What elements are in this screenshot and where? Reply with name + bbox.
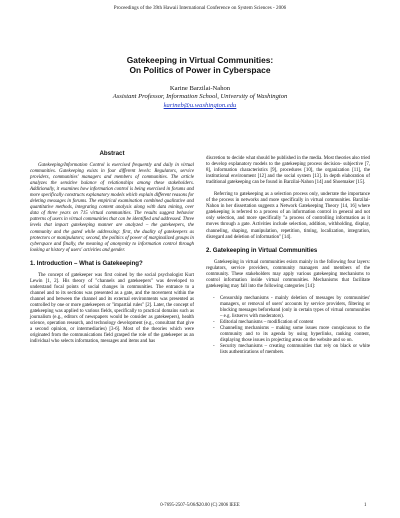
mechanism-list — [212, 296, 370, 356]
title-line-2: On Politics of Power in Cyberspace — [129, 65, 271, 75]
list-item: - Channeling mechanisms – making some issues more conspicuous to the community and to its agenda by using hyperlinks, ranking content, displaying those issues in projecting areas on the website and so on. — [220, 326, 370, 344]
paper-title — [0, 55, 400, 75]
list-item: - Security mechanisms – creating communities that rely on black or white lists authentications of members. — [220, 344, 370, 356]
author-name: Karine Barzilai-Nahon — [169, 85, 231, 92]
right-paragraph-2: Referring to gatekeeping as a selection process only, underrate the importance of the process in networks and more specifically in virtual communities. Barzilai-Nahon in her dissertation suggests a Network Gatekeeping Theory [14, 16] where gatekeeping is referred to a process of an information control in general and not only selection, and more specifically "a process of controlling information as it moves through a gate. Activities include selection, addition, withholding, display, channeling, shaping, manipulation, repetition, timing, localization, integration, disregard and deletion of information" [14]. — [206, 192, 370, 240]
list-item: - Censorship mechanisms - mainly deletion of messages by communities' managers, or removal of users' accounts by service providers, filtering or blocking messages beforehand (only in certain types of virtual communities – e.g. listservs with moderators). — [220, 296, 370, 320]
copyright-footer: 0-7695-2507-5/06/$20.00 (C) 2006 IEEE — [160, 503, 240, 508]
author-email-link[interactable]: karineb@u.washington.edu — [163, 101, 237, 109]
author-affiliation: Assistant Professor, Information School, University of Washington — [112, 93, 288, 101]
abstract-text: Gatekeeping/Information Control is exercised frequently and daily in virtual communities. Gatekeeping exists in four different levels: Regulators, service providers, communities' managers and members of communities. The article analyzes the sensitive balance of relationships among these stakeholders. Additionally, it examines how information control is being exercised in forums and more specifically constructs explanatory models which explain different reasons for deleting messages in forums. The empirical examination combined qualitative and quantitative methods, integrating content analysis along with data mining, over data of three years on 715 virtual communities. The results suggest behavior patterns of users in virtual communities that can be identified and addressed. Three levels that impact gatekeeping manner are analyzed – the gatekeepers, the community and the gated while addressing: first, the duality of gatekeepers as protectors or manipulators; second, the politics of power of marginalized groups in cyberspace and finally, the meaning of anonymity to information control through looking at history of users' activities and gender. — [30, 163, 194, 253]
abstract-heading: Abstract — [99, 150, 125, 157]
section-2-heading: 2. Gatekeeping in Virtual Communities — [206, 246, 318, 254]
list-item: - Editorial mechanisms – modification of content — [220, 320, 370, 326]
right-paragraph-1: discretion to decide what should be published in the media. Most theories also tried to develop explanatory models to the gatekeeping process decision- subjective [7, 8], information characteristics [9], procedures [10], the organization [11], the institutional environment [12] and the social system [13]. In depth elaboration of traditional gatekeeping can be found in Barzilai-Nahon [14] and Shoemaker [15]. — [206, 156, 370, 186]
right-paragraph-3: Gatekeeping in virtual communities exists mainly in the following four layers: regulators, service providers, community managers and members of the community. These stakeholders may apply various gatekeeping mechanisms to control information inside virtual communities. Mechanisms that facilitate gatekeeping may fall into the following categories [14]: — [206, 259, 370, 289]
page-number: 1 — [364, 503, 367, 508]
author-block — [0, 85, 400, 110]
title-line-1: Gatekeeping in Virtual Communities: — [126, 55, 274, 65]
right-column — [206, 156, 370, 356]
proceedings-header: Proceedings of the 39th Hawaii International Conference on System Sciences - 2006 — [113, 5, 287, 11]
left-column — [30, 150, 194, 351]
section-1-heading: 1. Introduction – What is Gatekeeping? — [30, 259, 143, 267]
section-1-paragraph: The concept of gatekeeper was first coined by the social psychologist Kurt Lewin [1, 2]. His theory of "channels and gatekeepers" was developed to understand focal points of social changes in communities. The entrance to a channel and to its sections was presented as a gate, and the movement within the channel and between the channel and its external environments was presented as controlled by one or more gatekeepers or "impartial rules" [2]. Later, the concept of gatekeeping was applied to various fields, specifically to practical domains such as journalism (e.g., editors of newspapers would be consider as gatekeepers), health science, operation research, and technology development (e.g., consultant that give a second opinion, or intermediaries) [3-6]. Most of the theories which were originated from the communications field grasped the role of the gatekeeper as an individual who selects information, messages and items and has — [30, 272, 194, 345]
